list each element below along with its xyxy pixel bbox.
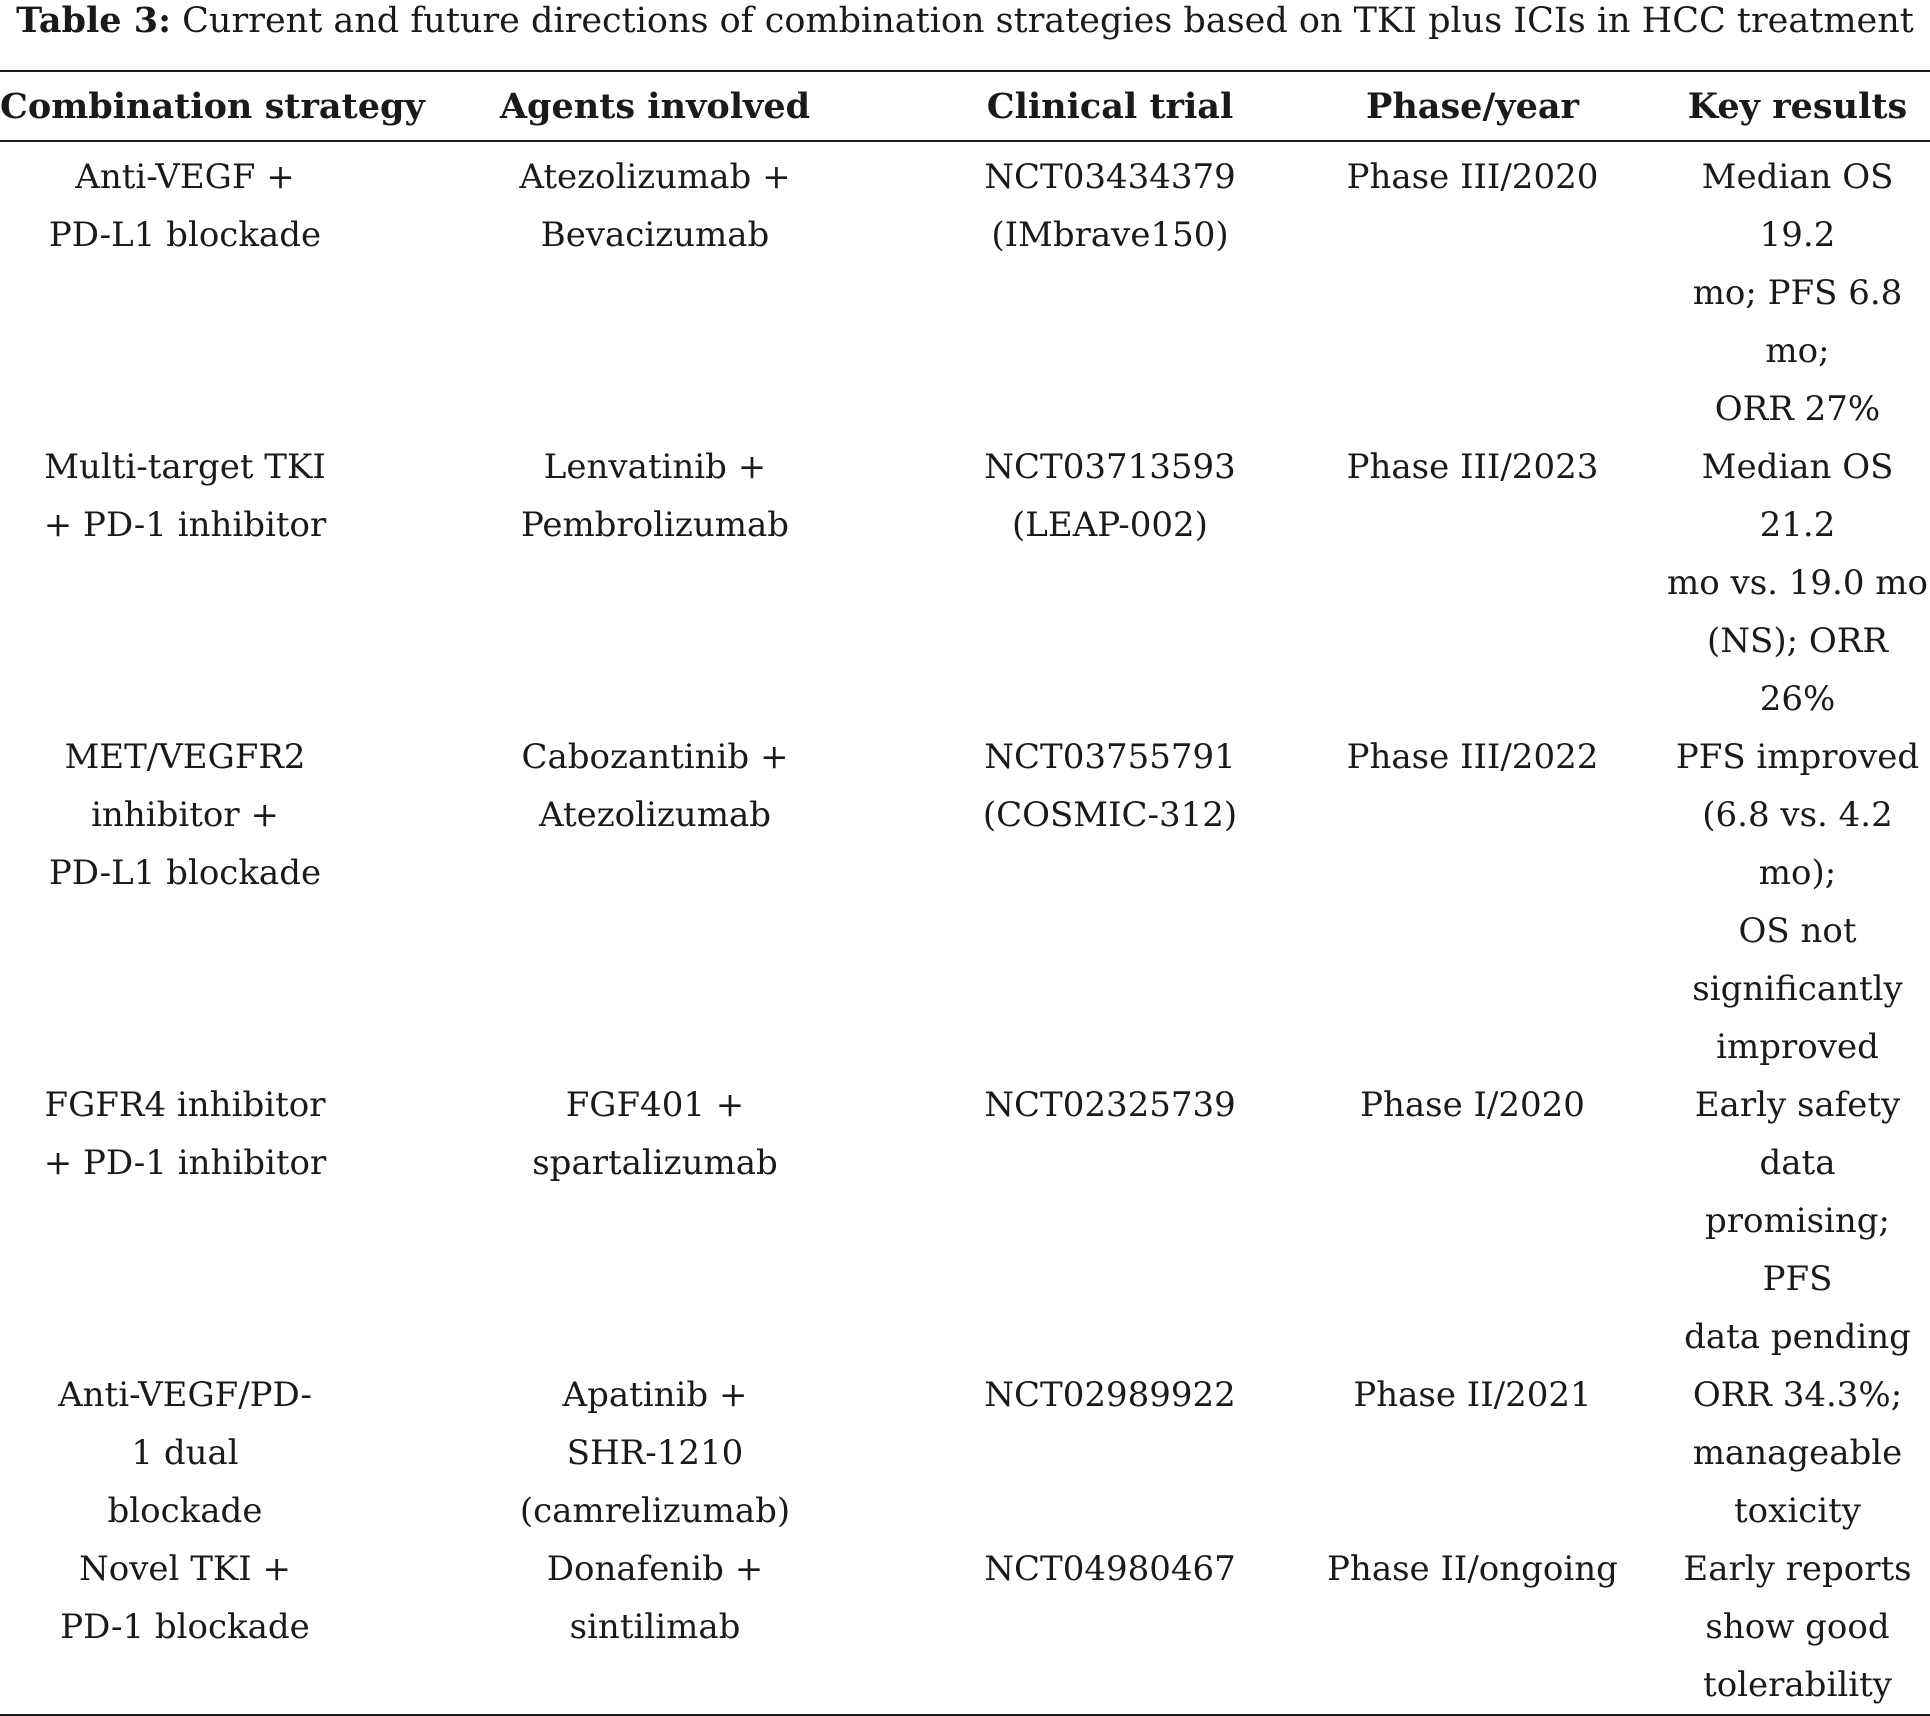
header-combination-strategy: Combination strategy: [0, 86, 425, 127]
table-row: [0, 1076, 1930, 1366]
cell-phase: Phase III/2020: [1346, 157, 1599, 197]
cell-strategy: Anti-VEGF + PD-L1 blockade: [48, 157, 322, 255]
table-row: [0, 1540, 1930, 1715]
table-row: [0, 141, 1930, 438]
header-agents-involved: Agents involved: [499, 86, 811, 127]
cell-results: Early reports show good tolerability: [1683, 1549, 1912, 1705]
cell-trial: NCT03434379 (IMbrave150): [984, 157, 1236, 255]
cell-agents: FGF401 + spartalizumab: [532, 1085, 778, 1183]
cell-agents: Atezolizumab + Bevacizumab: [519, 157, 791, 255]
header-clinical-trial: Clinical trial: [986, 86, 1234, 127]
header-row: [0, 71, 1930, 141]
cell-trial: NCT02325739: [984, 1085, 1236, 1125]
cell-agents: Donafenib + sintilimab: [546, 1549, 764, 1647]
combination-strategies-table: [0, 70, 1930, 1716]
table-body: [0, 141, 1930, 1715]
cell-results: Median OS 19.2 mo; PFS 6.8 mo; ORR 27%: [1692, 157, 1903, 429]
cell-strategy: Novel TKI + PD-1 blockade: [60, 1549, 310, 1647]
header-phase-year: Phase/year: [1366, 86, 1579, 127]
table-row: [0, 438, 1930, 728]
caption-label: Table 3:: [16, 0, 172, 41]
cell-strategy: Multi-target TKI + PD-1 inhibitor: [43, 447, 327, 545]
table-row: [0, 728, 1930, 1076]
header-key-results: Key results: [1687, 86, 1908, 127]
cell-strategy: MET/VEGFR2 inhibitor + PD-L1 blockade: [48, 737, 322, 893]
table-header: [0, 71, 1930, 141]
cell-phase: Phase III/2023: [1346, 447, 1599, 487]
cell-results: PFS improved (6.8 vs. 4.2 mo); OS not significantly improved: [1675, 737, 1920, 1067]
cell-trial: NCT03713593 (LEAP-002): [984, 447, 1236, 545]
cell-phase: Phase II/2021: [1353, 1375, 1592, 1415]
table-row: [0, 1366, 1930, 1540]
cell-results: ORR 34.3%; manageable toxicity: [1692, 1375, 1903, 1531]
cell-trial: NCT02989922: [984, 1375, 1236, 1415]
cell-agents: Lenvatinib + Pembrolizumab: [520, 447, 790, 545]
cell-trial: NCT03755791 (COSMIC-312): [982, 737, 1238, 835]
cell-agents: Apatinib + SHR-1210 (camrelizumab): [519, 1375, 791, 1531]
cell-results: Early safety data promising; PFS data pending: [1684, 1085, 1911, 1357]
cell-strategy: FGFR4 inhibitor + PD-1 inhibitor: [43, 1085, 327, 1183]
cell-phase: Phase III/2022: [1346, 737, 1599, 777]
table-caption: [0, 0, 1930, 42]
cell-agents: Cabozantinib + Atezolizumab: [521, 737, 789, 835]
cell-results: Median OS 21.2 mo vs. 19.0 mo (NS); ORR 26%: [1666, 447, 1928, 719]
cell-trial: NCT04980467: [984, 1549, 1236, 1589]
cell-phase: Phase II/ongoing: [1327, 1549, 1618, 1589]
cell-strategy: Anti-VEGF/PD- 1 dual blockade: [58, 1375, 312, 1531]
caption-text: Current and future directions of combination strategies based on TKI plus ICIs in HCC treatment: [171, 1, 1914, 41]
cell-phase: Phase I/2020: [1360, 1085, 1585, 1125]
